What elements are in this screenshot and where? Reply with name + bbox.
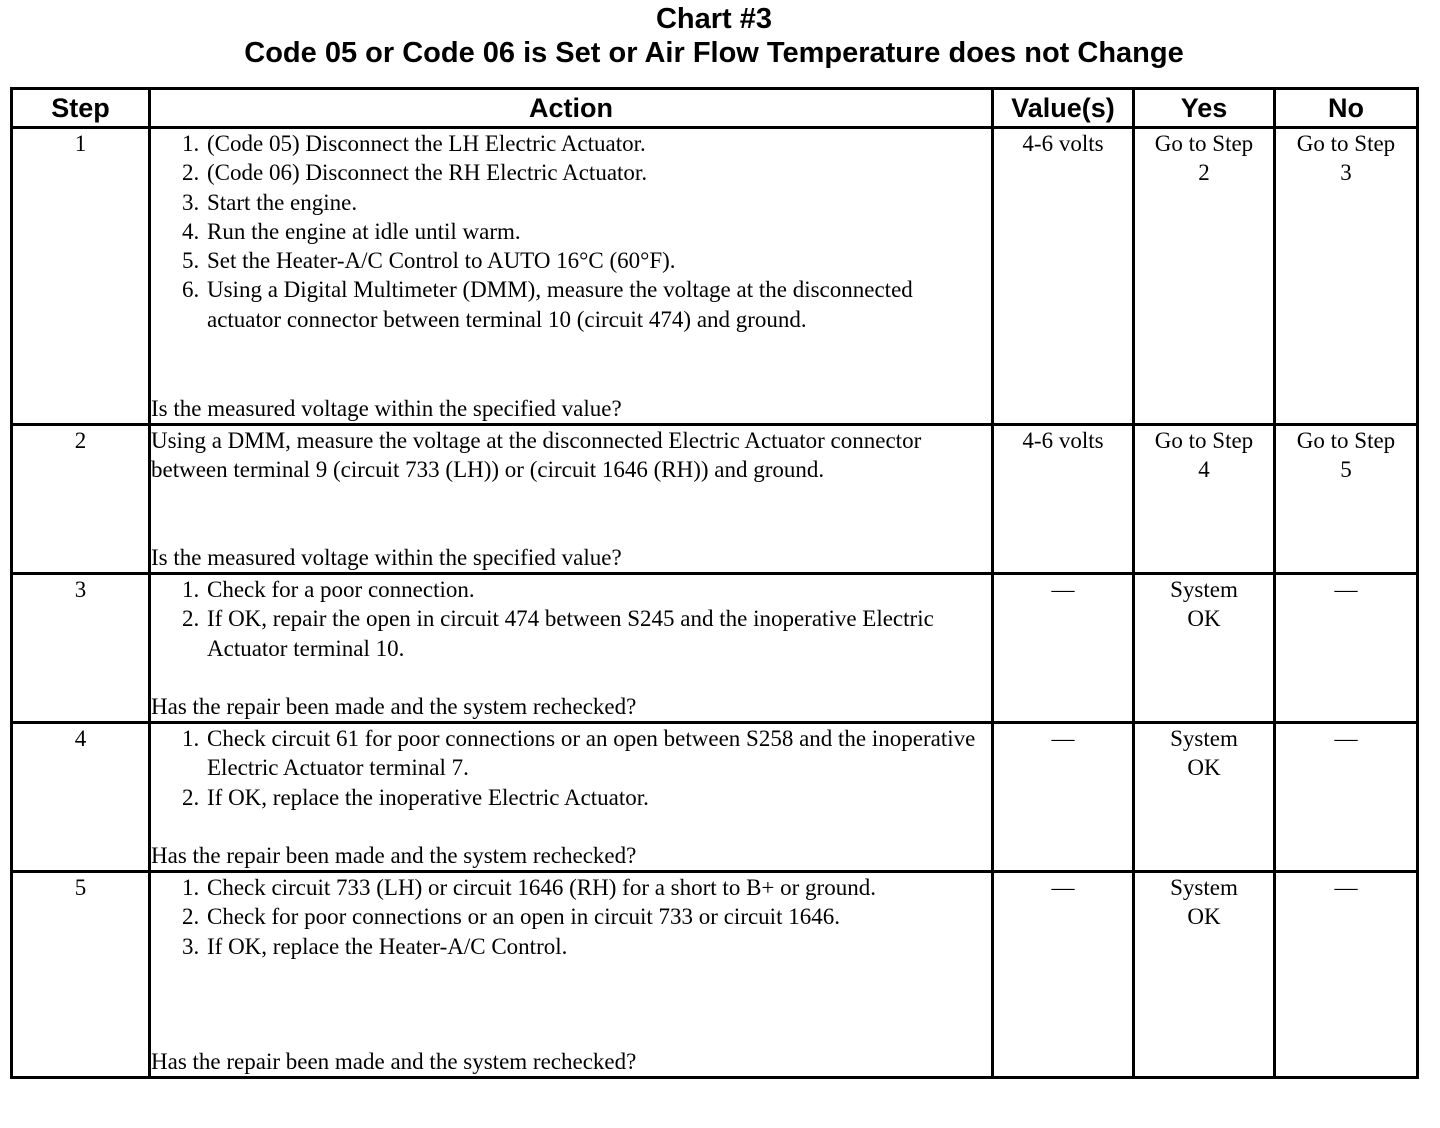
chart-heading	[0, 2, 1428, 70]
action-step: 3. If OK, replace the Heater-A/C Control.	[205, 932, 991, 961]
no-step: 3	[1340, 160, 1352, 186]
table-row	[12, 872, 1418, 1078]
action-cell	[150, 425, 993, 574]
diagnostic-table	[10, 87, 1419, 1079]
yes-step: 2	[1198, 160, 1210, 186]
action-cell	[150, 723, 993, 872]
no-cell	[1275, 128, 1418, 425]
step-number: 3	[12, 574, 150, 723]
yes-line: System	[1170, 875, 1238, 900]
action-question: Has the repair been made and the system rechecked?	[151, 1048, 637, 1074]
yes-cell	[1134, 574, 1275, 723]
no-step: 5	[1340, 457, 1352, 483]
action-cell	[150, 128, 993, 425]
action-text: Using a DMM, measure the voltage at the disconnected Electric Actuator connector between terminal 9 (circuit 733 (LH)) or (circuit 1646 (RH)) and ground.	[151, 428, 922, 483]
action-steps	[151, 575, 991, 663]
yes-cell	[1134, 723, 1275, 872]
header-row	[12, 89, 1418, 128]
action-step: 2. If OK, repair the open in circuit 474 between S245 and the inoperative Electric Actuator terminal 10.	[205, 604, 991, 663]
yes-line: Go to Step	[1154, 131, 1254, 156]
yes-cell	[1134, 425, 1275, 574]
no-cell: —	[1275, 872, 1418, 1078]
action-step: 3. Start the engine.	[205, 188, 991, 217]
action-step: 1. Check circuit 61 for poor connections or an open between S258 and the inoperative Electric Actuator terminal 7.	[205, 724, 991, 783]
value-cell: —	[993, 872, 1134, 1078]
yes-line: Go to Step	[1154, 428, 1254, 453]
action-cell	[150, 872, 993, 1078]
action-question: Has the repair been made and the system rechecked?	[151, 842, 637, 868]
yes-cell	[1134, 128, 1275, 425]
step-number: 5	[12, 872, 150, 1078]
action-step: 6. Using a Digital Multimeter (DMM), measure the voltage at the disconnected actuator connector between terminal 10 (circuit 474) and ground.	[205, 275, 991, 334]
table-row	[12, 723, 1418, 872]
chart-subtitle: Code 05 or Code 06 is Set or Air Flow Temperature does not Change	[244, 37, 1184, 69]
action-step: 5. Set the Heater-A/C Control to AUTO 16°C (60°F).	[205, 246, 991, 275]
yes-line: System	[1170, 726, 1238, 751]
action-step: 4. Run the engine at idle until warm.	[205, 217, 991, 246]
value-cell: —	[993, 723, 1134, 872]
action-step: 1. (Code 05) Disconnect the LH Electric Actuator.	[205, 129, 991, 158]
action-step: 1. Check for a poor connection.	[205, 575, 991, 604]
chart-title: Chart #3	[655, 3, 773, 35]
yes-line: OK	[1187, 904, 1221, 930]
yes-line: System	[1170, 577, 1238, 602]
action-step: 2. Check for poor connections or an open in circuit 733 or circuit 1646.	[205, 902, 991, 931]
value-cell: —	[993, 574, 1134, 723]
column-header-yes: Yes	[1134, 89, 1275, 128]
no-cell: —	[1275, 574, 1418, 723]
action-question: Is the measured voltage within the specified value?	[151, 395, 622, 421]
action-step: 2. If OK, replace the inoperative Electric Actuator.	[205, 783, 991, 812]
yes-line: OK	[1187, 755, 1221, 781]
column-header-action: Action	[150, 89, 993, 128]
action-steps	[151, 129, 991, 334]
action-step: 2. (Code 06) Disconnect the RH Electric Actuator.	[205, 158, 991, 187]
action-steps	[151, 873, 991, 961]
value-cell: 4-6 volts	[993, 128, 1134, 425]
no-line: Go to Step	[1296, 428, 1396, 453]
action-steps	[151, 724, 991, 812]
step-number: 1	[12, 128, 150, 425]
column-header-values: Value(s)	[993, 89, 1134, 128]
no-cell: —	[1275, 723, 1418, 872]
table-row	[12, 128, 1418, 425]
table-row	[12, 574, 1418, 723]
value-cell: 4-6 volts	[993, 425, 1134, 574]
column-header-step: Step	[12, 89, 150, 128]
step-number: 2	[12, 425, 150, 574]
table-row	[12, 425, 1418, 574]
no-line: Go to Step	[1296, 131, 1396, 156]
yes-line: OK	[1187, 606, 1221, 632]
action-step: 1. Check circuit 733 (LH) or circuit 1646 (RH) for a short to B+ or ground.	[205, 873, 991, 902]
yes-cell	[1134, 872, 1275, 1078]
action-question: Is the measured voltage within the specified value?	[151, 544, 622, 570]
yes-step: 4	[1198, 457, 1210, 483]
column-header-no: No	[1275, 89, 1418, 128]
step-number: 4	[12, 723, 150, 872]
action-cell	[150, 574, 993, 723]
no-cell	[1275, 425, 1418, 574]
action-question: Has the repair been made and the system rechecked?	[151, 693, 637, 719]
